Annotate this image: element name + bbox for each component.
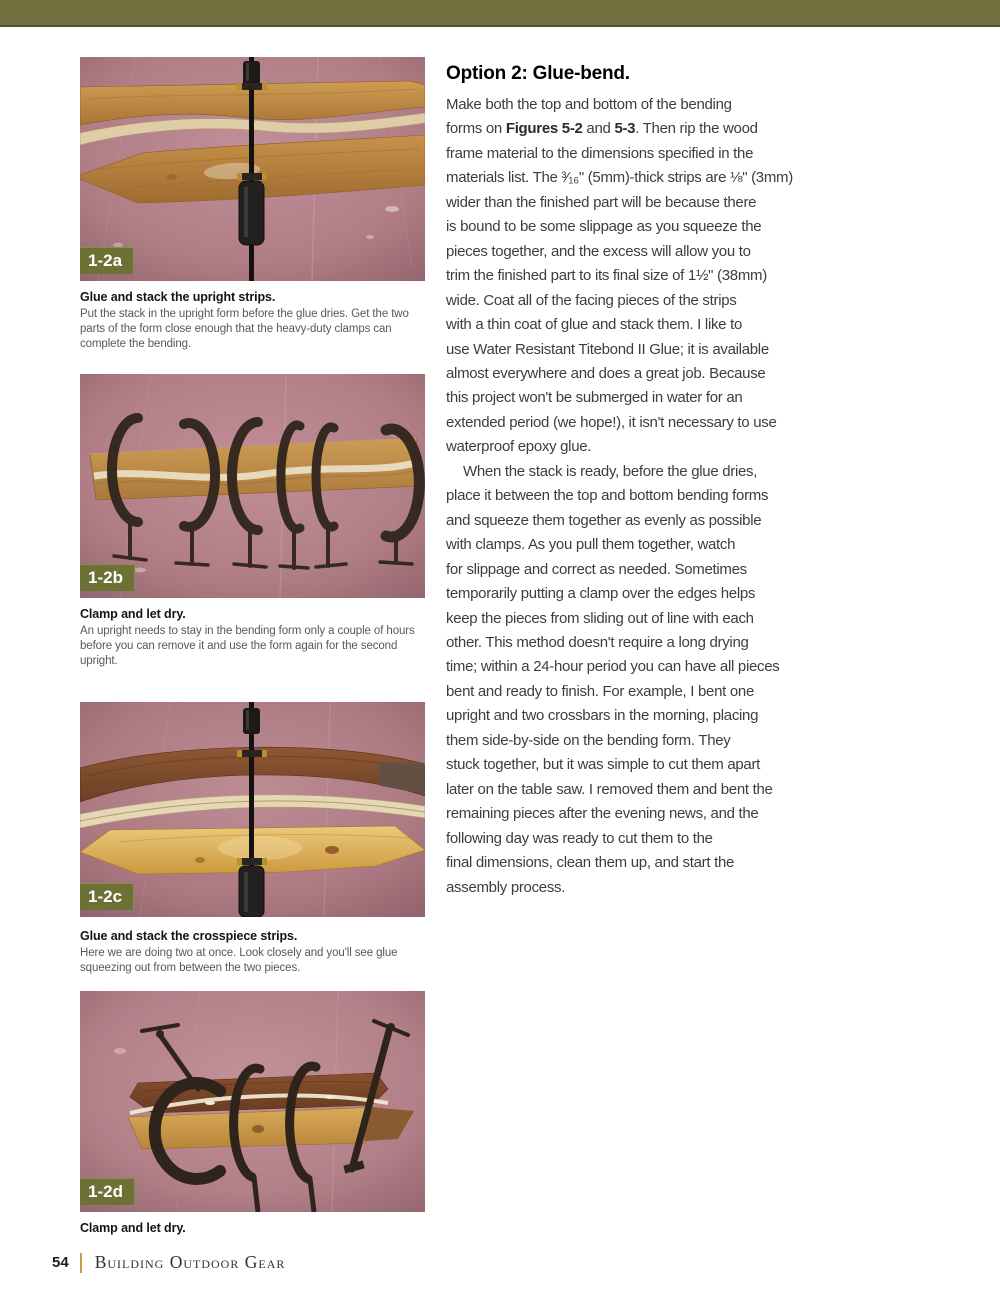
- body-text-line: them side-by-side on the bending form. They: [446, 731, 731, 749]
- caption-1-2a-text: Put the stack in the upright form before the glue dries. Get the two parts of the form close enough that the heavy-duty clamps can complete the bending.: [80, 308, 409, 350]
- body-text-line: with clamps. As you pull them together, watch: [446, 536, 736, 554]
- caption-1-2c: [80, 929, 432, 976]
- body-text-line: almost everywhere and does a great job. Because: [446, 364, 766, 382]
- body-text-line: other. This method doesn't require a long drying: [446, 633, 749, 651]
- body-text-line: stuck together, but it was simple to cut them apart: [446, 756, 761, 774]
- figure-label-1-2b: 1-2b: [80, 564, 135, 591]
- body-text-line: pieces together, and the excess will allow you to: [446, 242, 751, 260]
- body-text-line: assembly process.: [446, 878, 566, 896]
- figure-label-1-2c: 1-2c: [80, 883, 134, 910]
- photo-1-2b-clamped-board: [80, 374, 425, 598]
- figure-label-1-2a: 1-2a: [80, 247, 134, 274]
- body-text-line: frame material to the dimensions specified in the: [446, 144, 754, 162]
- body-text-line: extended period (we hope!), it isn't necessary to use: [446, 413, 777, 431]
- book-title: Building Outdoor Gear: [94, 1252, 286, 1272]
- article-heading: Option 2: Glue-bend.: [446, 63, 630, 84]
- caption-1-2a-title: Glue and stack the upright strips.: [80, 290, 276, 304]
- body-text-line: is bound to be some slippage as you squeeze the: [446, 218, 762, 236]
- caption-1-2a: [80, 290, 432, 352]
- caption-1-2b-title: Clamp and let dry.: [80, 607, 186, 621]
- body-text-line: wide. Coat all of the facing pieces of the strips: [446, 291, 737, 309]
- body-text-line: final dimensions, clean them up, and start the: [446, 854, 735, 872]
- body-text-line: bent and ready to finish. For example, I bent one: [446, 682, 754, 700]
- body-text-line: use Water Resistant Titebond II Glue; it is available: [446, 340, 769, 358]
- body-text-line: trim the finished part to its final size of 1½" (38mm): [446, 267, 767, 285]
- caption-1-2c-text: Here we are doing two at once. Look closely and you'll see glue squeezing out from between the two pieces.: [80, 947, 398, 974]
- body-text-line: forms on Figures 5-2 and 5-3. Then rip the wood: [446, 120, 758, 138]
- footer-divider: [80, 1253, 82, 1273]
- photo-1-2d-clamped-crosspiece: [80, 991, 425, 1212]
- body-text-line: for slippage and correct as needed. Sometimes: [446, 560, 747, 578]
- body-text-line: later on the table saw. I removed them and bent the: [446, 780, 773, 798]
- body-text-line: keep the pieces from sliding out of line with each: [446, 609, 754, 627]
- article-body: [446, 93, 826, 900]
- body-text-line: following day was ready to cut them to the: [446, 829, 713, 847]
- body-text-line: Make both the top and bottom of the bending: [446, 96, 732, 113]
- caption-1-2d: [80, 1221, 432, 1238]
- body-text-line: this project won't be submerged in water for an: [446, 389, 743, 407]
- body-text-line: time; within a 24-hour period you can have all pieces: [446, 658, 780, 676]
- body-text-line: wider than the finished part will be because there: [446, 193, 757, 211]
- caption-1-2b: [80, 607, 432, 669]
- photo-1-2a-upright-strips-in-form: [80, 57, 425, 281]
- body-text-line: place it between the top and bottom bending forms: [446, 487, 769, 505]
- body-text-line: waterproof epoxy glue.: [446, 438, 592, 456]
- caption-1-2d-title: Clamp and let dry.: [80, 1221, 186, 1235]
- body-text-line: upright and two crossbars in the morning, placing: [446, 707, 759, 725]
- caption-1-2c-title: Glue and stack the crosspiece strips.: [80, 929, 298, 943]
- caption-1-2b-text: An upright needs to stay in the bending form only a couple of hours before you can remove it and use the form again for the second upright.: [80, 625, 415, 667]
- article-column: [446, 62, 826, 900]
- body-text-line: materials list. The ³⁄₁₆" (5mm)-thick strips are ⅛" (3mm): [446, 169, 793, 187]
- page-number: 54: [52, 1254, 69, 1271]
- figure-label-1-2d: 1-2d: [80, 1178, 135, 1205]
- chapter-header-bar: [0, 0, 1000, 27]
- body-text-line: When the stack is ready, before the glue dries,: [463, 462, 758, 480]
- photo-1-2c-crosspiece-in-form: [80, 702, 425, 917]
- body-text-line: remaining pieces after the evening news, and the: [446, 805, 759, 823]
- page-footer: [52, 1252, 285, 1273]
- body-text-line: and squeeze them together as evenly as possible: [446, 511, 762, 529]
- body-text-line: temporarily putting a clamp over the edges helps: [446, 585, 756, 603]
- body-text-line: with a thin coat of glue and stack them. I like to: [446, 316, 743, 334]
